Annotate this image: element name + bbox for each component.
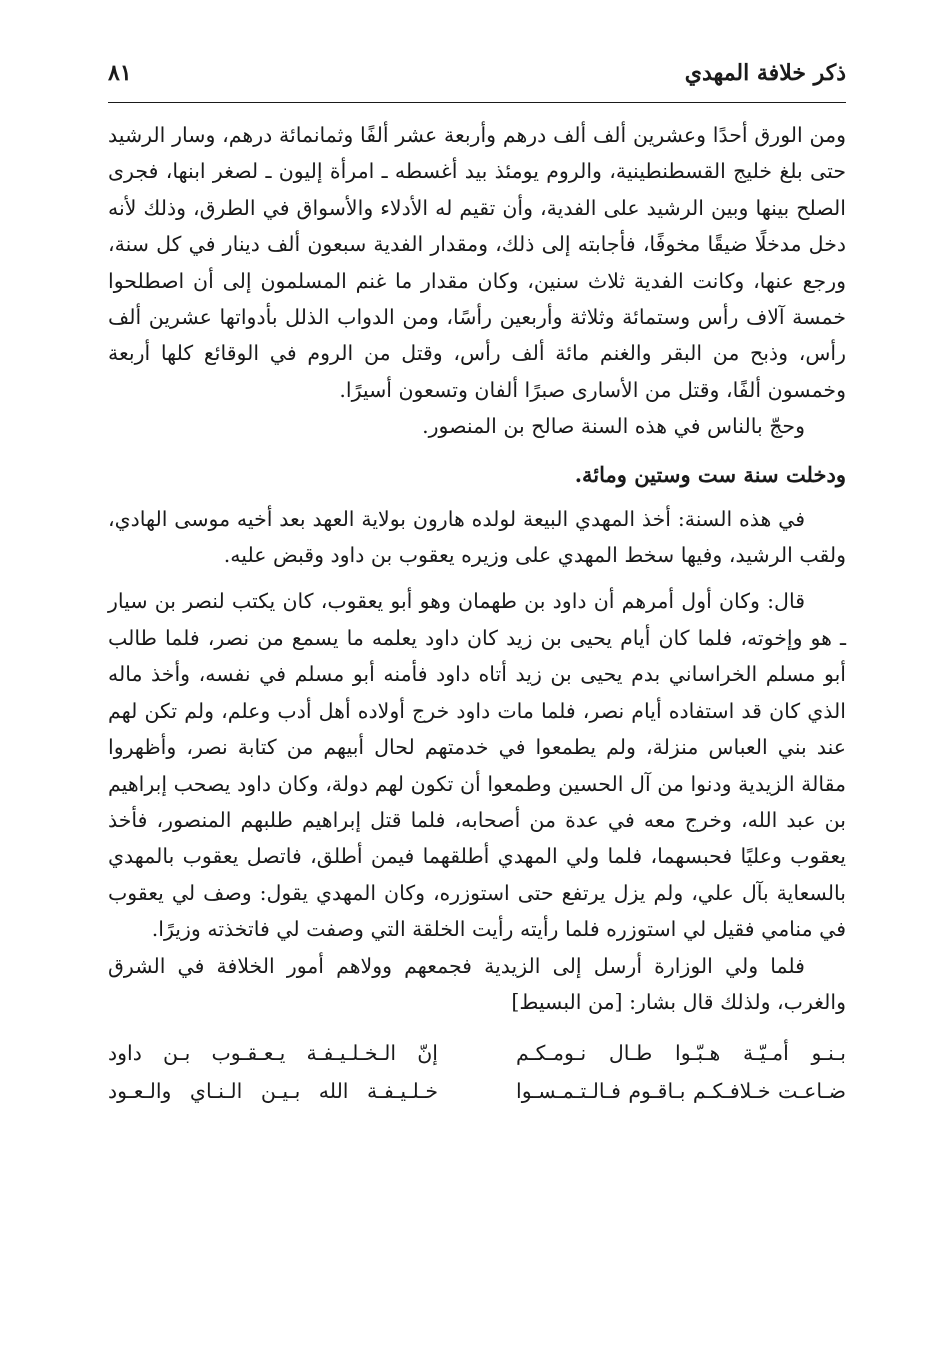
paragraph-spacer: [108, 573, 846, 583]
year-heading: ودخلت سنة ست وستين ومائة.: [574, 461, 846, 487]
paragraph-ministry: فلما ولي الوزارة أرسل إلى الزيدية فجمعهم وولاهم أمور الخلافة في الشرق والغرب، ولذلك قال بشار: [من البسيط]: [108, 953, 846, 1014]
poem-verse: [108, 1034, 846, 1072]
paragraph-ransom: ومن الورق أحدًا وعشرين ألف ألف درهم وأربعة عشر ألفًا وثمانمائة درهم، وسار الرشيد حتى بلغ خليج القسطنطينية، والروم يومئذ بيد أغسطه ـ امرأة إليون ـ لصغر ابنها، فجرى الصلح بينها وبين الرشيد على الفدية، وأن تقيم له الأدلاء والأسواق في الطرق، وذلك لأنه دخل مدخلًا ضيقًا مخوفًا، فأجابته إلى ذلك، ومقدار الفدية سبعون ألف دينار في كل سنة، ورجع عنها، وكانت الفدية ثلاث سنين، وكان مقدار ما غنم المسلمون إلى أن اصطلحوا خمسة آلاف رأس وستمائة وثلاثة وأربعين رأسًا، ومن الدواب الذلل بأدواتها عشرين ألف رأس، وذبح من البقر والغنم مائة ألف رأس، وقتل من الروم في الوقائع كلها أربعة وخمسون ألفًا، وقتل من الأسارى صبرًا ألفان وتسعون أسيرًا.: [108, 123, 846, 402]
paragraph-yaqub-origin: قال: وكان أول أمرهم أن داود بن طهمان وهو أبو يعقوب، كان يكتب لنصر بن سيار ـ هو وإخوته، فلما كان أيام يحيى بن زيد كان داود يعلمه ما يسمع من نصر، فلما طالب أبو مسلم الخراساني بدم يحيى بن زيد أتاه داود فأمنه أبو مسلم في نفسه، وأخذ ماله الذي كان قد استفاده أيام نصر، فلما مات داود خرج أولاده أهل أدب وعلم، ولم تكن لهم عند بني العباس منزلة، ولم يطمعوا في خدمتهم لحال أبيهم من كتابة نصر، وأظهروا مقالة الزيدية ودنوا من آل الحسين وطمعوا أن تكون لهم دولة، وكان داود يصحب إبراهيم بن عبد الله، وخرج معه في عدة من أصحابه، فلما قتل إبراهيم طلبهم المنصور، فأخذ يعقوب وعليًا فحبسهما، فلما ولي المهدي أطلقهما فيمن أطلق، فاتصل يعقوب بالمهدي بالسعاية بآل علي، ولم يزل يرتفع حتى استوزره، وكان المهدي يقول: وصف لي يعقوب في منامي فقيل لي استوزره فلما رأيته رأيت الخلقة التي وصفت لي فاتخذته وزيرًا.: [108, 589, 846, 942]
poem-hemistich-first: ضـاعـت خـلافـكـم بـاقـوم فـالـتـمـسـوا: [516, 1079, 846, 1104]
poem-verse: [108, 1072, 846, 1110]
book-page: [108, 60, 846, 1110]
page-number: ٨١: [108, 60, 132, 86]
poem: [108, 1034, 846, 1110]
poem-hemistich-second: خـلـيـفـة الله بـيـن الـنـاي والـعـود: [108, 1079, 438, 1104]
header-rule: [108, 102, 846, 103]
paragraph-allegiance: في هذه السنة: أخذ المهدي البيعة لولده هارون بولاية العهد بعد أخيه موسى الهادي، ولقب الرشيد، وفيها سخط المهدي على وزيره يعقوب بن داود وقبض عليه.: [108, 506, 846, 568]
poem-hemistich-first: بـنـو أمـيّـة هـبّـوا طـال نـومـكـم: [516, 1041, 846, 1066]
running-head: [108, 60, 846, 100]
running-head-title: ذكر خلافة المهدي: [684, 60, 846, 86]
paragraph-hajj: وحجّ بالناس في هذه السنة صالح بن المنصور.: [422, 414, 805, 439]
poem-hemistich-second: إنّ الـخـلـيـفـة يـعـقـوب بـن داود: [108, 1041, 438, 1066]
